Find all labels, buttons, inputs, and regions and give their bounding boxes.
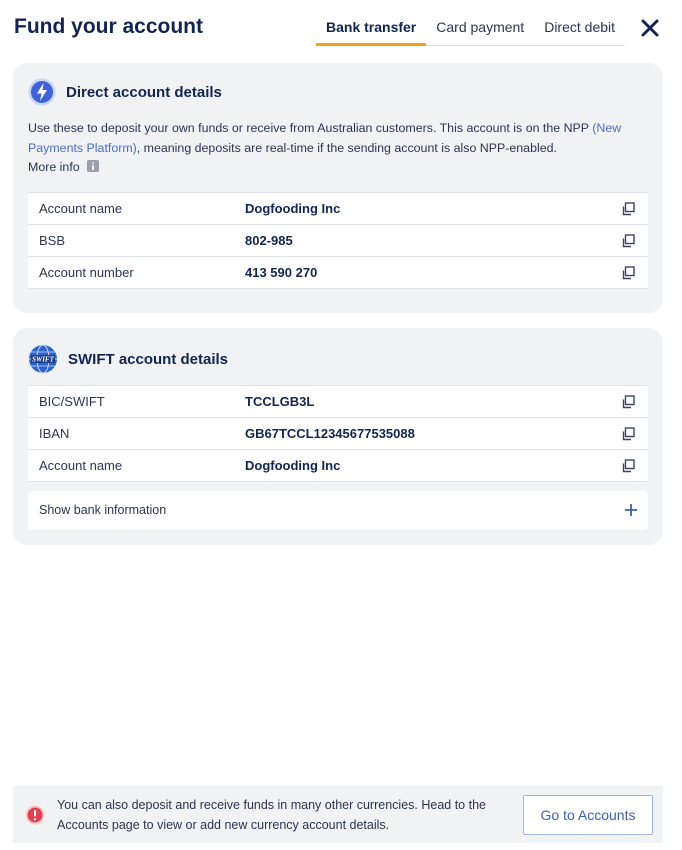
direct-account-card bbox=[13, 63, 663, 313]
table-row bbox=[28, 450, 648, 482]
table-row bbox=[28, 386, 648, 418]
row-label: BIC/SWIFT bbox=[39, 394, 105, 409]
show-bank-information-label: Show bank information bbox=[39, 503, 167, 517]
swift-details-table bbox=[28, 385, 648, 482]
table-row bbox=[28, 257, 648, 289]
row-value: GB67TCCL12345677535088 bbox=[245, 426, 415, 441]
row-label: Account name bbox=[39, 201, 123, 216]
copy-icon[interactable] bbox=[621, 266, 635, 280]
copy-icon[interactable] bbox=[621, 234, 635, 248]
close-icon bbox=[638, 16, 662, 40]
tab-bank-transfer[interactable]: Bank transfer bbox=[316, 10, 426, 46]
banner-message: You can also deposit and receive funds in many other currencies. Head to the Accounts page to view or add new currency account details. bbox=[57, 798, 486, 832]
row-label: IBAN bbox=[39, 426, 70, 441]
row-label: Account name bbox=[39, 458, 123, 473]
info-icon[interactable] bbox=[87, 160, 99, 172]
row-value: Dogfooding Inc bbox=[245, 201, 341, 216]
table-row bbox=[28, 418, 648, 450]
more-info-link[interactable]: More info bbox=[28, 160, 80, 174]
tab-bar bbox=[316, 10, 625, 46]
go-to-accounts-button[interactable]: Go to Accounts bbox=[523, 795, 653, 835]
direct-card-header bbox=[28, 78, 222, 106]
lightning-bolt-icon bbox=[28, 78, 56, 106]
row-value: Dogfooding Inc bbox=[245, 458, 341, 473]
copy-icon[interactable] bbox=[621, 427, 635, 441]
tab-card-payment[interactable]: Card payment bbox=[436, 19, 525, 35]
swift-card-title: SWIFT account details bbox=[68, 350, 229, 368]
copy-icon[interactable] bbox=[621, 202, 635, 216]
currency-info-banner bbox=[13, 786, 663, 843]
npp-description bbox=[28, 119, 638, 178]
npp-link[interactable]: (New Payments Platform) bbox=[28, 121, 622, 155]
tab-direct-debit[interactable]: Direct debit bbox=[544, 19, 616, 35]
show-bank-information-toggle[interactable] bbox=[28, 491, 648, 530]
swift-card-header bbox=[28, 344, 228, 374]
row-value: TCCLGB3L bbox=[245, 394, 315, 409]
table-row bbox=[28, 225, 648, 257]
copy-icon[interactable] bbox=[621, 459, 635, 473]
svg-text:SWIFT: SWIFT bbox=[32, 355, 54, 364]
row-label: Account number bbox=[39, 265, 134, 280]
copy-icon[interactable] bbox=[621, 395, 635, 409]
desc-text-1: Use these to deposit your own funds or receive from Australian customers. This account is on the NPP bbox=[28, 121, 593, 135]
swift-globe-icon bbox=[28, 344, 58, 374]
page-title: Fund your account bbox=[14, 15, 203, 38]
row-label: BSB bbox=[39, 233, 66, 248]
direct-details-table bbox=[28, 192, 648, 289]
swift-account-card bbox=[13, 328, 663, 545]
close-button[interactable] bbox=[638, 16, 662, 40]
alert-icon bbox=[25, 805, 45, 825]
row-value: 802-985 bbox=[245, 233, 293, 248]
header bbox=[0, 0, 682, 56]
table-row bbox=[28, 193, 648, 225]
desc-text-2: , meaning deposits are real-time if the sending account is also NPP-enabled. bbox=[136, 140, 557, 155]
direct-card-title: Direct account details bbox=[66, 83, 222, 101]
row-value: 413 590 270 bbox=[245, 265, 318, 280]
plus-icon bbox=[624, 503, 638, 517]
